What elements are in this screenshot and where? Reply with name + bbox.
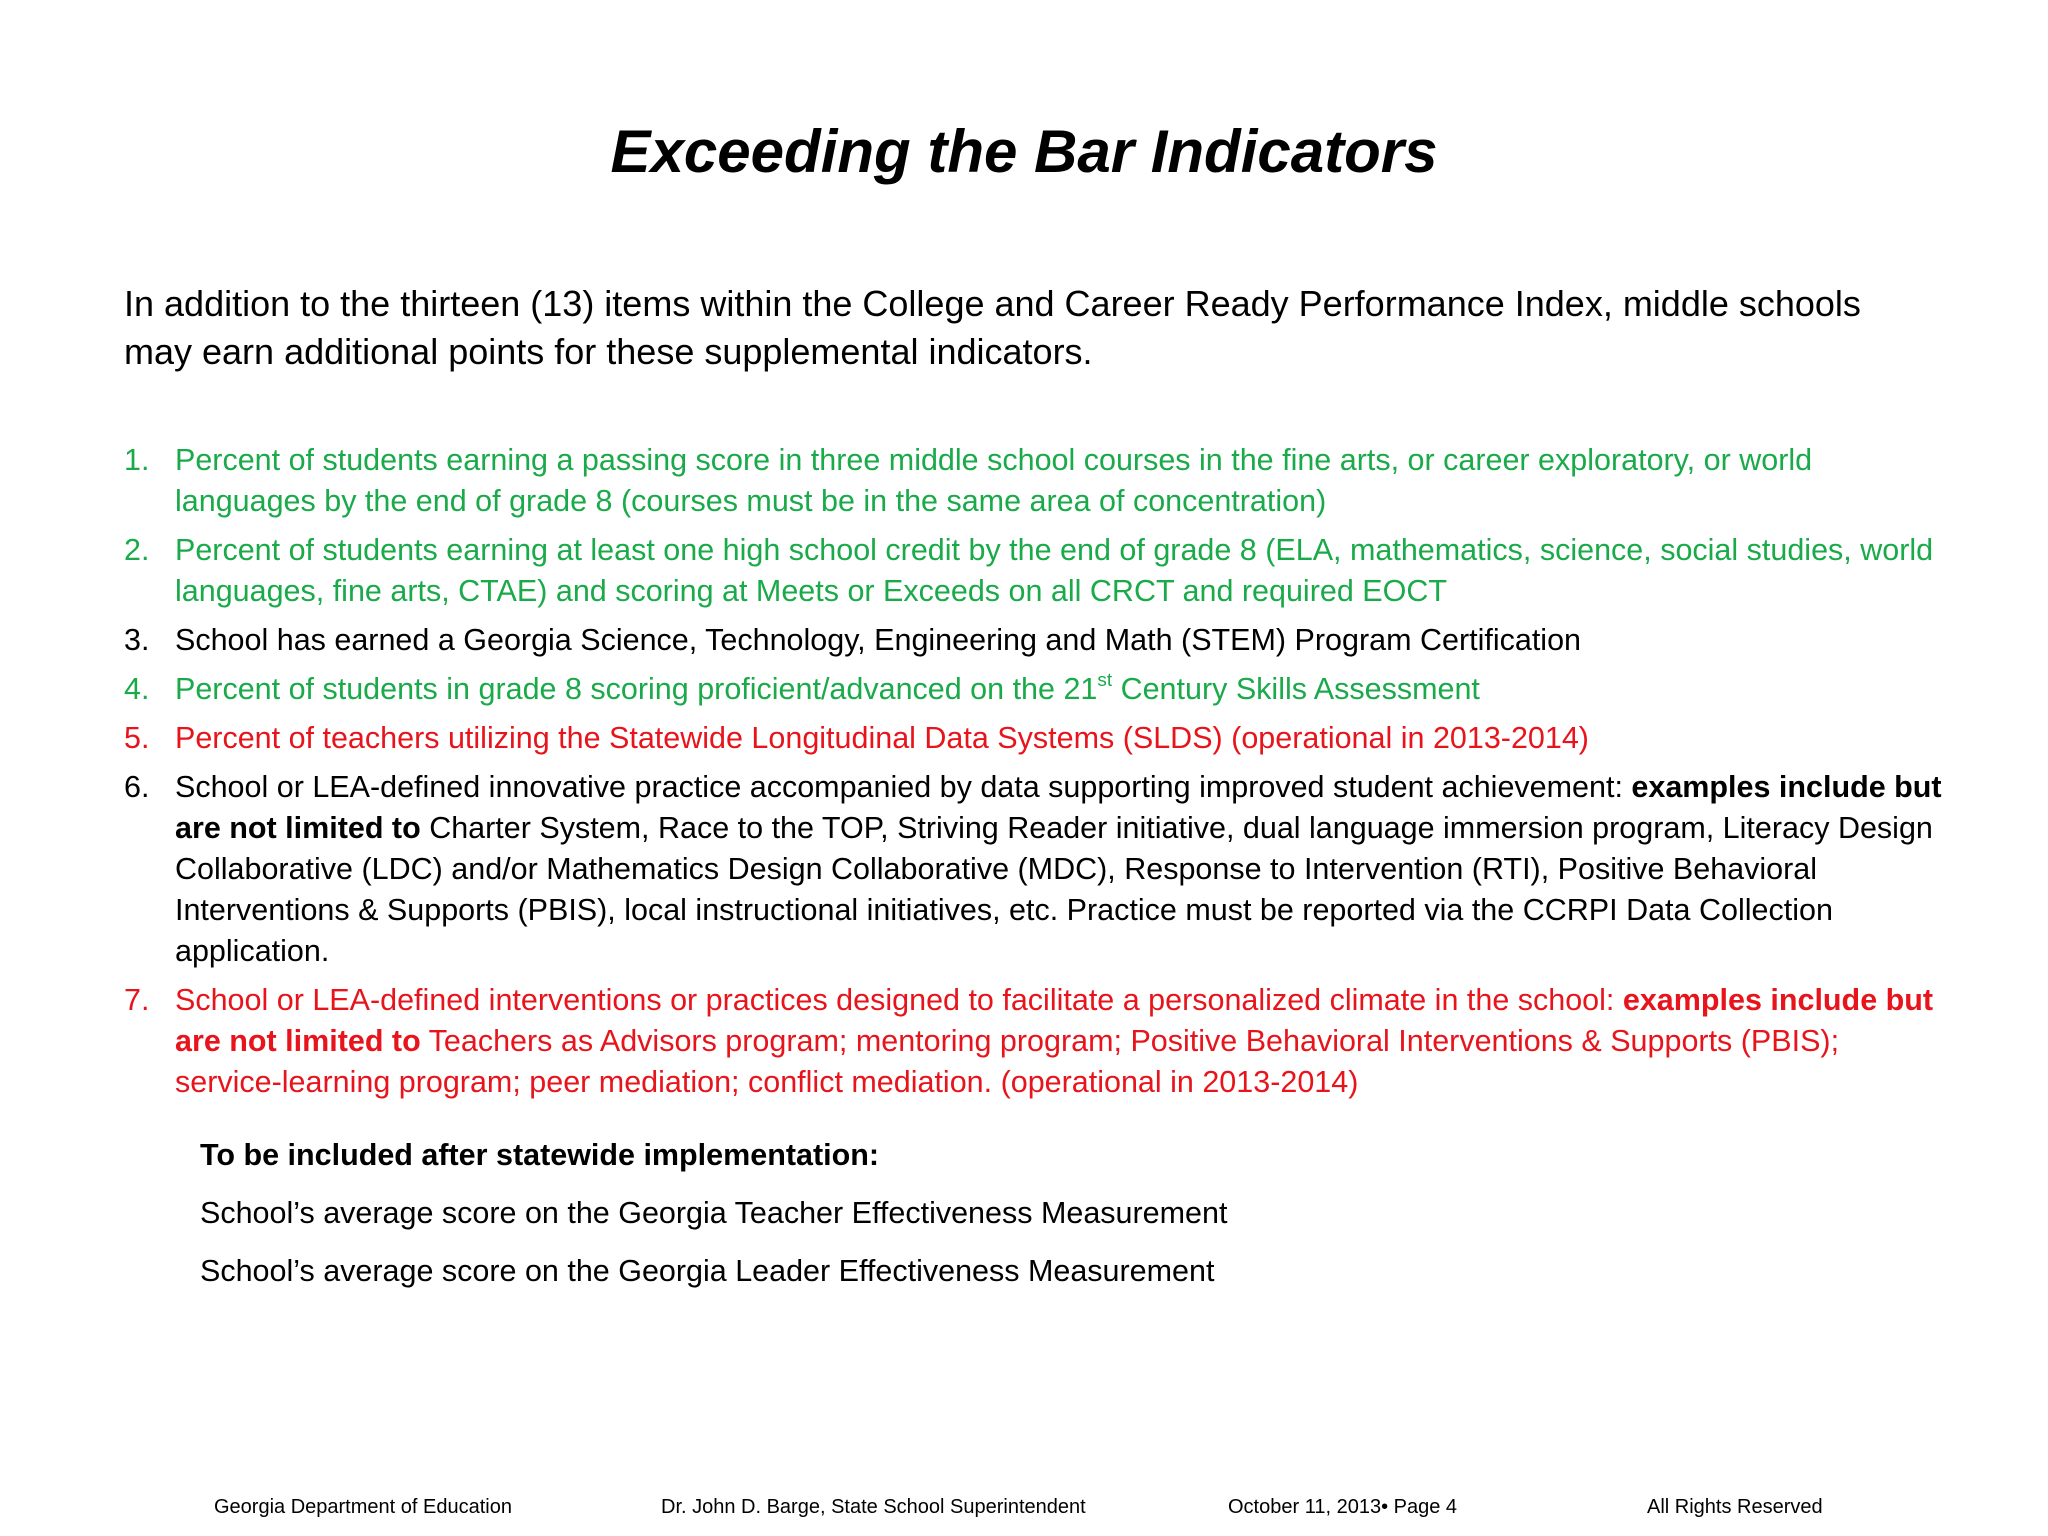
indicator-text-end: Charter System, Race to the TOP, Striving Reader initiative, dual language immersion program, Literacy Design Collaborative (LDC) and/or Mathematics Design Collaborative (MDC), Response to Intervention (RTI), Positive Behavioral Interventions & Supports (PBIS), local instructional initiatives, etc. Practice must be reported via the CCRPI Data Collection application. [175,811,1933,968]
future-item-leader: School’s average score on the Georgia Leader Effectiveness Measurement [200,1254,1215,1288]
ordinal-superscript: st [1097,669,1113,691]
footer-date-page: October 11, 2013• Page 4 [1228,1496,1458,1518]
future-heading [200,1135,1800,1176]
indicator-item-1 [124,440,1944,522]
indicator-number: 4. [124,672,150,706]
indicator-item-5 [124,718,1944,759]
future-heading-text: To be included after statewide implementation: [200,1138,879,1172]
indicator-text-end: Teachers as Advisors program; mentoring program; Positive Behavioral Interventions & Supports (PBIS); service-learning program; peer mediation; conflict mediation. (operational in 2013-2014) [175,1024,1840,1099]
indicator-text: School or LEA-defined innovative practice accompanied by data supporting improved student achievement: [175,770,1632,804]
indicator-text: School has earned a Georgia Science, Technology, Engineering and Math (STEM) Program Certification [175,623,1582,657]
indicator-list [124,440,1944,1111]
indicator-number: 2. [124,533,150,567]
indicator-number: 3. [124,623,150,657]
footer-org: Georgia Department of Education [214,1496,512,1518]
indicator-text: School or LEA-defined interventions or practices designed to facilitate a personalized climate in the school: [175,983,1623,1017]
indicator-number: 5. [124,721,150,755]
footer [0,1492,2048,1522]
footer-rights: All Rights Reserved [1647,1496,1823,1518]
indicator-text: Percent of students in grade 8 scoring proficient/advanced on the 21 [175,672,1098,706]
slide-title: Exceeding the Bar Indicators [610,118,1438,185]
indicator-number: 1. [124,443,150,477]
footer-superintendent: Dr. John D. Barge, State School Superintendent [661,1496,1086,1518]
indicator-text: Percent of students earning a passing score in three middle school courses in the fine arts, or career exploratory, or world languages by the end of grade 8 (courses must be in the same area of concentration) [175,443,1813,518]
future-indicators [200,1135,1800,1309]
indicator-item-7 [124,980,1944,1103]
indicator-text: Percent of teachers utilizing the Statewide Longitudinal Data Systems (SLDS) (operational in 2013-2014) [175,721,1589,755]
indicator-emphasis: examples include but are not limited to [175,770,1942,845]
intro-paragraph: In addition to the thirteen (13) items within the College and Career Ready Performance Index, middle schools may earn additional points for these supplemental indicators. [124,283,1861,372]
indicator-number: 6. [124,770,150,804]
indicator-item-3 [124,620,1944,661]
indicator-emphasis: examples include but are not limited to [175,983,1934,1058]
indicator-item-2 [124,530,1944,612]
indicator-text: Percent of students earning at least one high school credit by the end of grade 8 (ELA, mathematics, science, social studies, world languages, fine arts, CTAE) and scoring at Meets or Exceeds on all CRCT and required EOCT [175,533,1934,608]
indicator-item-6 [124,767,1944,972]
future-item-teacher: School’s average score on the Georgia Teacher Effectiveness Measurement [200,1196,1228,1230]
indicator-number: 7. [124,983,150,1017]
indicator-text-end: Century Skills Assessment [1112,672,1480,706]
indicator-item-4 [124,669,1944,710]
